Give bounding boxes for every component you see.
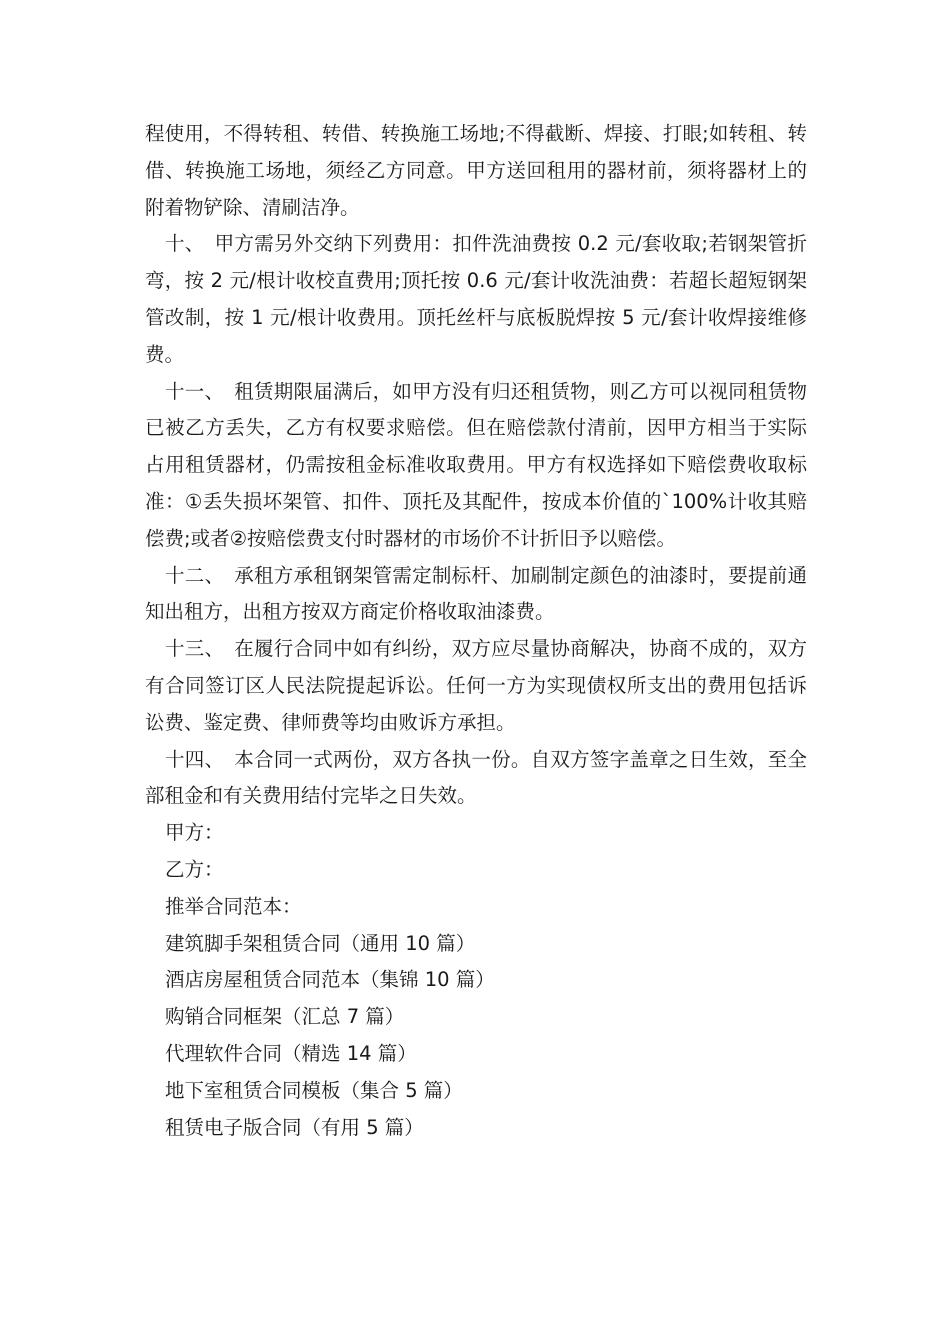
- clause-text: 在履行合同中如有纠纷，双方应尽量协商解决，协商不成的，双方有合同签订区人民法院提起诉讼。任何一方为实现债权所支出的费用包括诉讼费、鉴定费、律师费等均由败诉方承担。: [145, 637, 807, 734]
- party-a-signature: 甲方：: [165, 821, 224, 845]
- clause-number: 十一、: [165, 379, 225, 403]
- clause-text: 本合同一式两份，双方各执一份。自双方签字盖章之日生效，至全部租金和有关费用结付完毕之日失效。: [145, 747, 807, 808]
- clause-number: 十二、: [165, 563, 225, 587]
- clause-number: 十四、: [165, 747, 225, 771]
- clause-text: 承租方承租钢架管需定制标杆、加刷制定颜色的油漆时，要提前通知出租方，出租方按双方商定价格收取油漆费。: [145, 563, 807, 624]
- clause-13: [145, 631, 807, 741]
- paragraph-continued: [145, 116, 807, 226]
- clause-number: 十、: [165, 232, 205, 256]
- clause-11: [145, 374, 807, 558]
- recommend-link[interactable]: 租赁电子版合同（有用 5 篇）: [165, 1115, 424, 1139]
- document-page: [145, 116, 807, 1146]
- recommend-link[interactable]: 地下室租赁合同模板（集合 5 篇）: [165, 1078, 463, 1102]
- party-b-signature: 乙方：: [165, 857, 224, 881]
- clause-14: [145, 742, 807, 816]
- recommend-link[interactable]: 建筑脚手架租赁合同（通用 10 篇）: [165, 931, 476, 955]
- recommend-heading: 推举合同范本：: [165, 894, 302, 918]
- clause-10: [145, 226, 807, 373]
- clause-12: [145, 558, 807, 632]
- clause-number: 十三、: [165, 637, 225, 661]
- recommend-link[interactable]: 代理软件合同（精选 14 篇）: [165, 1041, 417, 1065]
- paragraph-text: 程使用，不得转租、转借、转换施工场地;不得截断、焊接、打眼;如转租、转借、转换施工场地，须经乙方同意。甲方送回租用的器材前，须将器材上的附着物铲除、清刷洁净。: [145, 122, 807, 219]
- recommend-link[interactable]: 酒店房屋租赁合同范本（集锦 10 篇）: [165, 968, 495, 992]
- clause-text: 租赁期限届满后，如甲方没有归还租赁物，则乙方可以视同租赁物已被乙方丢失，乙方有权要求赔偿。但在赔偿款付清前，因甲方相当于实际占用租赁器材，仍需按租金标准收取费用。甲方有权选择如下赔偿费收取标准：①丢失损坏架管、扣件、顶托及其配件，按成本价值的`100%计收其赔偿费;或者②按赔偿费支付时器材的市场价不计折旧予以赔偿。: [145, 379, 807, 550]
- recommend-link[interactable]: 购销合同框架（汇总 7 篇）: [165, 1005, 405, 1029]
- clause-text: 甲方需另外交纳下列费用：扣件洗油费按 0.2 元/套收取;若钢架管折弯，按 2 元/根计收校直费用;顶托按 0.6 元/套计收洗油费：若超长超短钢架管改制，按 1 元/根计收费用。顶托丝杆与底板脱焊按 5 元/套计收焊接维修费。: [145, 232, 807, 366]
